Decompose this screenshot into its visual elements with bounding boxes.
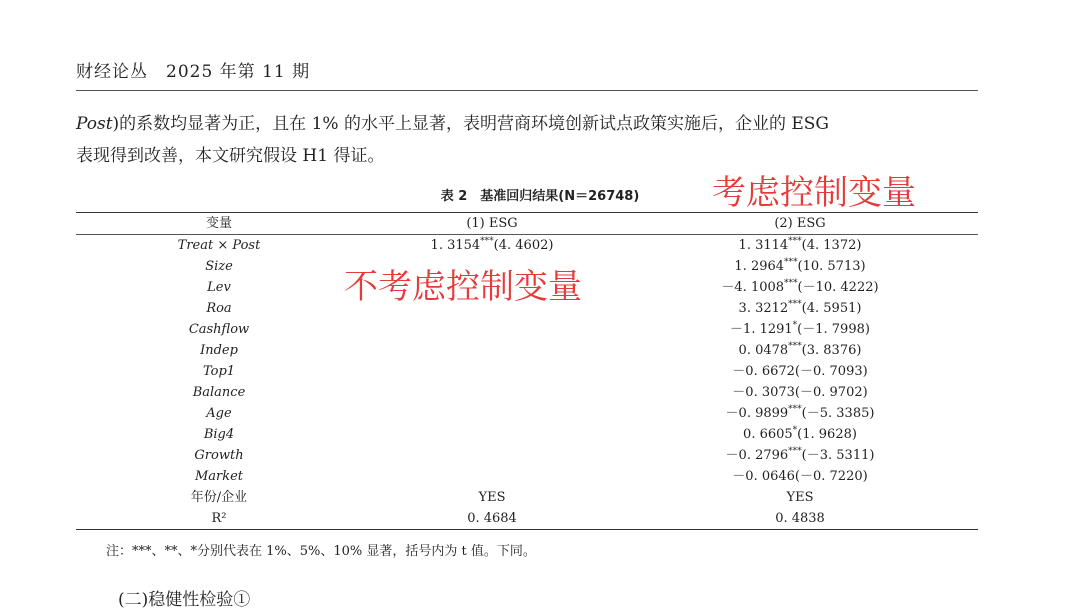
row-col-1-cell bbox=[362, 487, 622, 508]
row-col-1-cell bbox=[362, 424, 622, 445]
annotation-with-controls: 考虑控制变量 bbox=[712, 173, 916, 213]
significance-stars: *** bbox=[784, 278, 798, 289]
t-value: (3. 8376) bbox=[801, 343, 862, 358]
row-col-2-cell bbox=[622, 361, 978, 382]
coefficient: －4. 1008 bbox=[721, 280, 785, 295]
t-value: (10. 5713) bbox=[797, 259, 866, 274]
row-variable: Market bbox=[194, 469, 244, 484]
significance-stars: *** bbox=[784, 257, 798, 268]
journal-header: 财经论丛 2025 年第 11 期 bbox=[76, 62, 311, 82]
row-col-2-cell bbox=[622, 235, 978, 256]
row-col-2-cell bbox=[622, 508, 978, 529]
t-value: (4. 1372) bbox=[801, 238, 862, 253]
paragraph-line-2: 表现得到改善，本文研究假设 H1 得证。 bbox=[76, 146, 385, 166]
row-variable: R² bbox=[211, 511, 227, 526]
coefficient: 0. 4838 bbox=[775, 511, 825, 526]
coefficient: －0. 9899 bbox=[725, 406, 789, 421]
significance-stars: * bbox=[792, 320, 798, 331]
row-col-1-cell bbox=[362, 361, 622, 382]
coefficient: －0. 6672 bbox=[732, 364, 795, 379]
row-variable: Lev bbox=[207, 280, 231, 295]
coefficient: YES bbox=[786, 490, 814, 505]
coefficient: 1. 3114 bbox=[738, 238, 789, 253]
row-variable: Balance bbox=[192, 385, 246, 400]
annotation-without-controls: 不考虑控制变量 bbox=[344, 267, 582, 307]
row-variable: Age bbox=[206, 406, 232, 421]
significance-stars: * bbox=[792, 425, 798, 436]
row-col-2-cell bbox=[622, 256, 978, 277]
significance-stars: *** bbox=[788, 236, 802, 247]
row-col-2-cell bbox=[622, 445, 978, 466]
significance-stars: *** bbox=[788, 299, 802, 310]
table-row bbox=[76, 445, 978, 466]
row-col-2-cell bbox=[622, 424, 978, 445]
row-variable: Cashflow bbox=[188, 322, 250, 337]
coefficient: －0. 2796 bbox=[725, 448, 789, 463]
table-caption: 表 2 基准回归结果(N＝26748) bbox=[440, 189, 640, 204]
header-rule bbox=[76, 90, 978, 91]
table-row bbox=[76, 403, 978, 424]
row-col-2-cell bbox=[622, 340, 978, 361]
significance-stars: *** bbox=[480, 236, 494, 247]
coefficient: －0. 3073 bbox=[732, 385, 795, 400]
row-variable: 年份/企业 bbox=[190, 490, 248, 505]
row-col-1-cell bbox=[362, 403, 622, 424]
t-value: (1. 9628) bbox=[797, 427, 857, 442]
significance-stars: *** bbox=[788, 404, 802, 415]
significance-stars: *** bbox=[788, 446, 802, 457]
t-value: (－0. 7220) bbox=[794, 469, 868, 484]
coefficient: YES bbox=[478, 490, 506, 505]
t-value: (4. 5951) bbox=[801, 301, 862, 316]
coefficient: 3. 3212 bbox=[738, 301, 789, 316]
row-variable: Growth bbox=[194, 448, 244, 463]
t-value: (－10. 4222) bbox=[797, 280, 879, 295]
row-variable: Size bbox=[205, 259, 233, 274]
row-variable: Indep bbox=[200, 343, 238, 358]
table-note: 注：***、**、*分别代表在 1%、5%、10% 显著，括号内为 t 值。下同。 bbox=[106, 544, 536, 559]
coefficient: 0. 0478 bbox=[738, 343, 789, 358]
table-header-row bbox=[76, 213, 978, 234]
coefficient: 1. 2964 bbox=[734, 259, 785, 274]
paragraph-line-1-text: )的系数均显著为正，且在 1% 的水平上显著，表明营商环境创新试点政策实施后，企业的 ESG bbox=[112, 114, 829, 134]
paragraph-line-1 bbox=[76, 110, 978, 138]
table-row bbox=[76, 361, 978, 382]
coefficient: 0. 6605 bbox=[743, 427, 793, 442]
row-col-2-cell bbox=[622, 403, 978, 424]
coefficient: 0. 4684 bbox=[467, 511, 517, 526]
table-row bbox=[76, 487, 978, 508]
row-col-1-cell bbox=[362, 508, 622, 529]
row-col-1-cell bbox=[362, 466, 622, 487]
table-row bbox=[76, 319, 978, 340]
row-variable: Top1 bbox=[202, 364, 236, 379]
row-variable: Big4 bbox=[203, 427, 235, 442]
t-value: (－1. 7998) bbox=[797, 322, 870, 337]
coefficient: －0. 0646 bbox=[732, 469, 795, 484]
row-col-1-cell bbox=[362, 319, 622, 340]
row-col-2-cell bbox=[622, 277, 978, 298]
t-value: (4. 4602) bbox=[493, 238, 554, 253]
post-italic: Post bbox=[76, 114, 113, 134]
table-bottom-rule bbox=[76, 529, 978, 530]
row-col-2-cell bbox=[622, 319, 978, 340]
row-col-1-cell bbox=[362, 445, 622, 466]
coefficient: －1. 1291 bbox=[730, 322, 793, 337]
t-value: (－0. 7093) bbox=[794, 364, 868, 379]
row-col-1-cell bbox=[362, 235, 622, 256]
row-variable: Roa bbox=[206, 301, 232, 316]
header-col-1: (1) ESG bbox=[466, 216, 518, 231]
regression-table bbox=[76, 212, 978, 530]
table-row bbox=[76, 340, 978, 361]
row-col-2-cell bbox=[622, 382, 978, 403]
table-row bbox=[76, 424, 978, 445]
table-row bbox=[76, 382, 978, 403]
row-col-1-cell bbox=[362, 382, 622, 403]
row-variable: Treat × Post bbox=[177, 238, 261, 253]
t-value: (－0. 9702) bbox=[794, 385, 868, 400]
row-col-2-cell bbox=[622, 298, 978, 319]
t-value: (－3. 5311) bbox=[801, 448, 875, 463]
section-heading: (二)稳健性检验① bbox=[118, 590, 251, 610]
header-col-2: (2) ESG bbox=[774, 216, 826, 231]
row-col-1-cell bbox=[362, 340, 622, 361]
row-col-2-cell bbox=[622, 487, 978, 508]
table-row bbox=[76, 235, 978, 256]
table-row bbox=[76, 466, 978, 487]
row-col-2-cell bbox=[622, 466, 978, 487]
coefficient: 1. 3154 bbox=[430, 238, 481, 253]
t-value: (－5. 3385) bbox=[801, 406, 875, 421]
significance-stars: *** bbox=[788, 341, 802, 352]
header-variable: 变量 bbox=[205, 216, 232, 231]
table-row bbox=[76, 508, 978, 529]
